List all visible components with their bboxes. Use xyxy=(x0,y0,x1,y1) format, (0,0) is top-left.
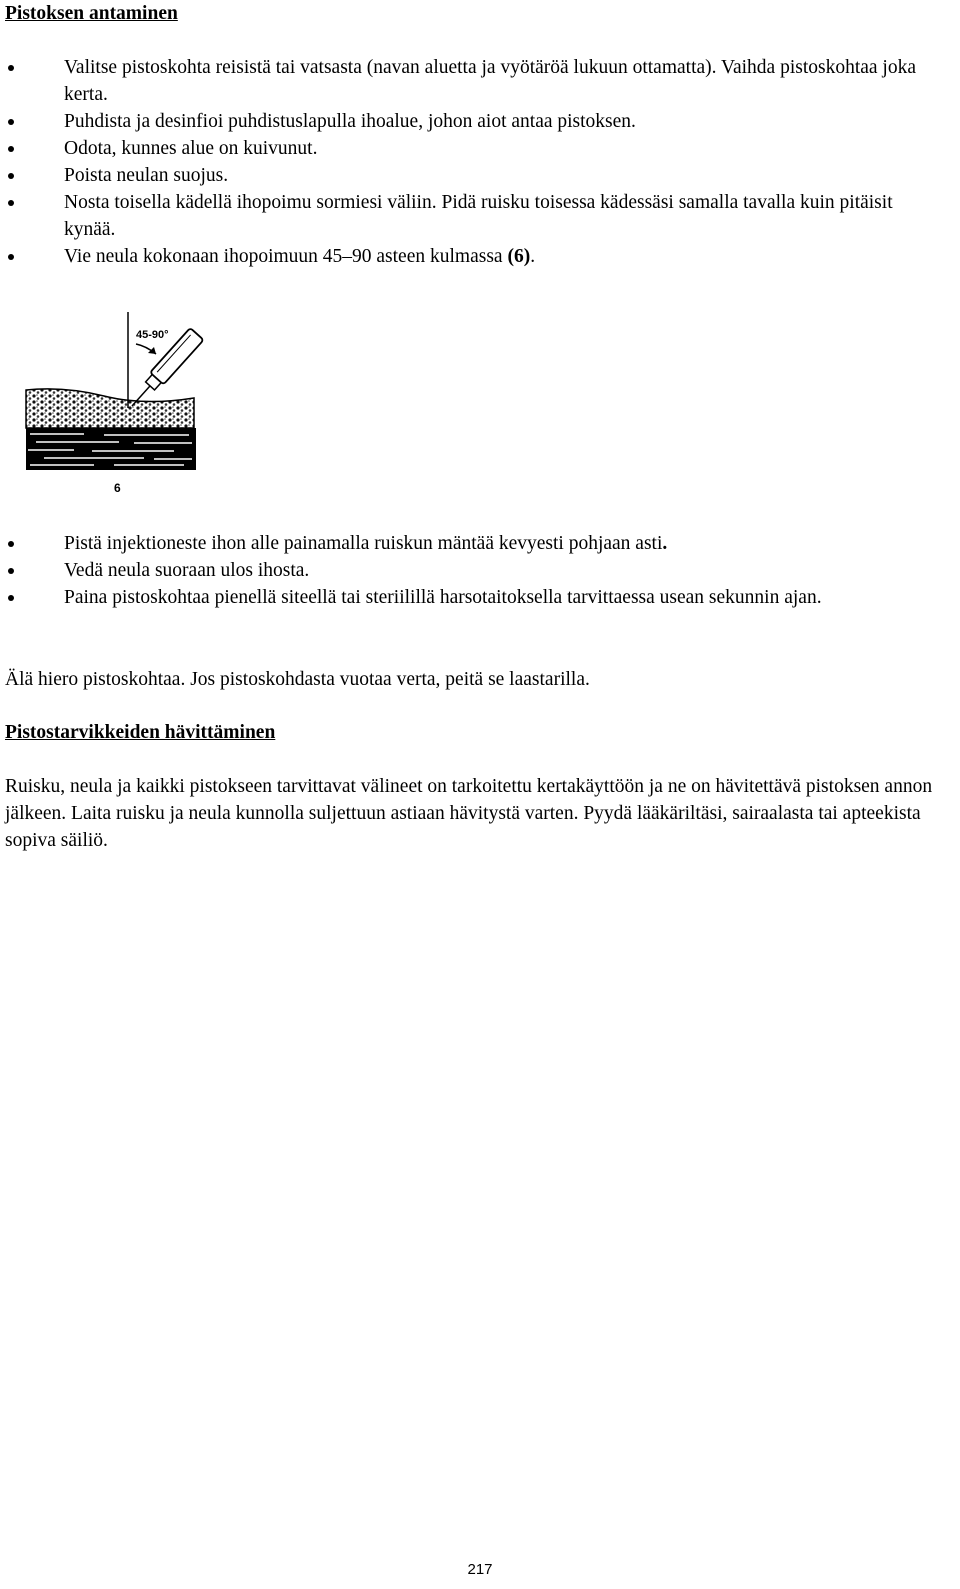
list-item xyxy=(0,243,940,270)
list-item: Puhdista ja desinfioi puhdistuslapulla ihoalue, johon aiot antaa pistoksen. xyxy=(0,108,940,135)
list-item: Paina pistoskohtaa pienellä siteellä tai steriilillä harsotaitoksella tarvittaessa usean sekunnin ajan. xyxy=(0,584,940,611)
section-heading-injection: Pistoksen antaminen xyxy=(5,3,178,24)
page-number: 217 xyxy=(467,1561,493,1578)
list-item-end: . xyxy=(662,533,668,554)
section-heading-disposal: Pistostarvikkeiden hävittäminen xyxy=(5,722,276,743)
figure-number: 6 xyxy=(114,481,121,495)
instruction-list-b xyxy=(0,530,940,611)
fat-layer-shape xyxy=(26,389,194,428)
injection-illustration xyxy=(24,310,204,500)
instruction-list-a xyxy=(0,54,940,270)
list-item-text: Pistä injektioneste ihon alle painamalla ruiskun mäntää kevyesti pohjaan asti xyxy=(64,533,663,554)
list-item-end: . xyxy=(530,246,536,267)
figure-reference: (6) xyxy=(507,246,531,267)
angle-label: 45-90° xyxy=(136,329,169,341)
injection-angle-figure xyxy=(24,310,204,500)
list-item: Vedä neula suoraan ulos ihosta. xyxy=(0,557,940,584)
list-item-text: Vie neula kokonaan ihopoimuun 45–90 asteen kulmassa xyxy=(64,246,508,267)
list-item: Valitse pistoskohta reisistä tai vatsasta (navan aluetta ja vyötäröä lukuun ottamatta). Vaihda pistoskohtaa joka kerta. xyxy=(0,54,940,108)
list-item: Nosta toisella kädellä ihopoimu sormiesi väliin. Pidä ruisku toisessa kädessäsi samalla tavalla kuin pitäisit kynää. xyxy=(0,189,940,243)
list-item: Poista neulan suojus. xyxy=(0,162,940,189)
list-item: Odota, kunnes alue on kuivunut. xyxy=(0,135,940,162)
angle-arrow-head xyxy=(148,347,156,354)
list-item xyxy=(0,530,940,557)
disposal-paragraph: Ruisku, neula ja kaikki pistokseen tarvittavat välineet on tarkoitettu kertakäyttöön ja ne on hävitettävä pistoksen annon jälkeen. Laita ruisku ja neula kunnolla suljettuun astiaan hävitystä varten. Pyydä lääkäriltäsi, sairaalasta tai apteekista sopiva säiliö. xyxy=(5,776,933,851)
caution-note: Älä hiero pistoskohtaa. Jos pistoskohdasta vuotaa verta, peitä se laastarilla. xyxy=(5,669,590,690)
